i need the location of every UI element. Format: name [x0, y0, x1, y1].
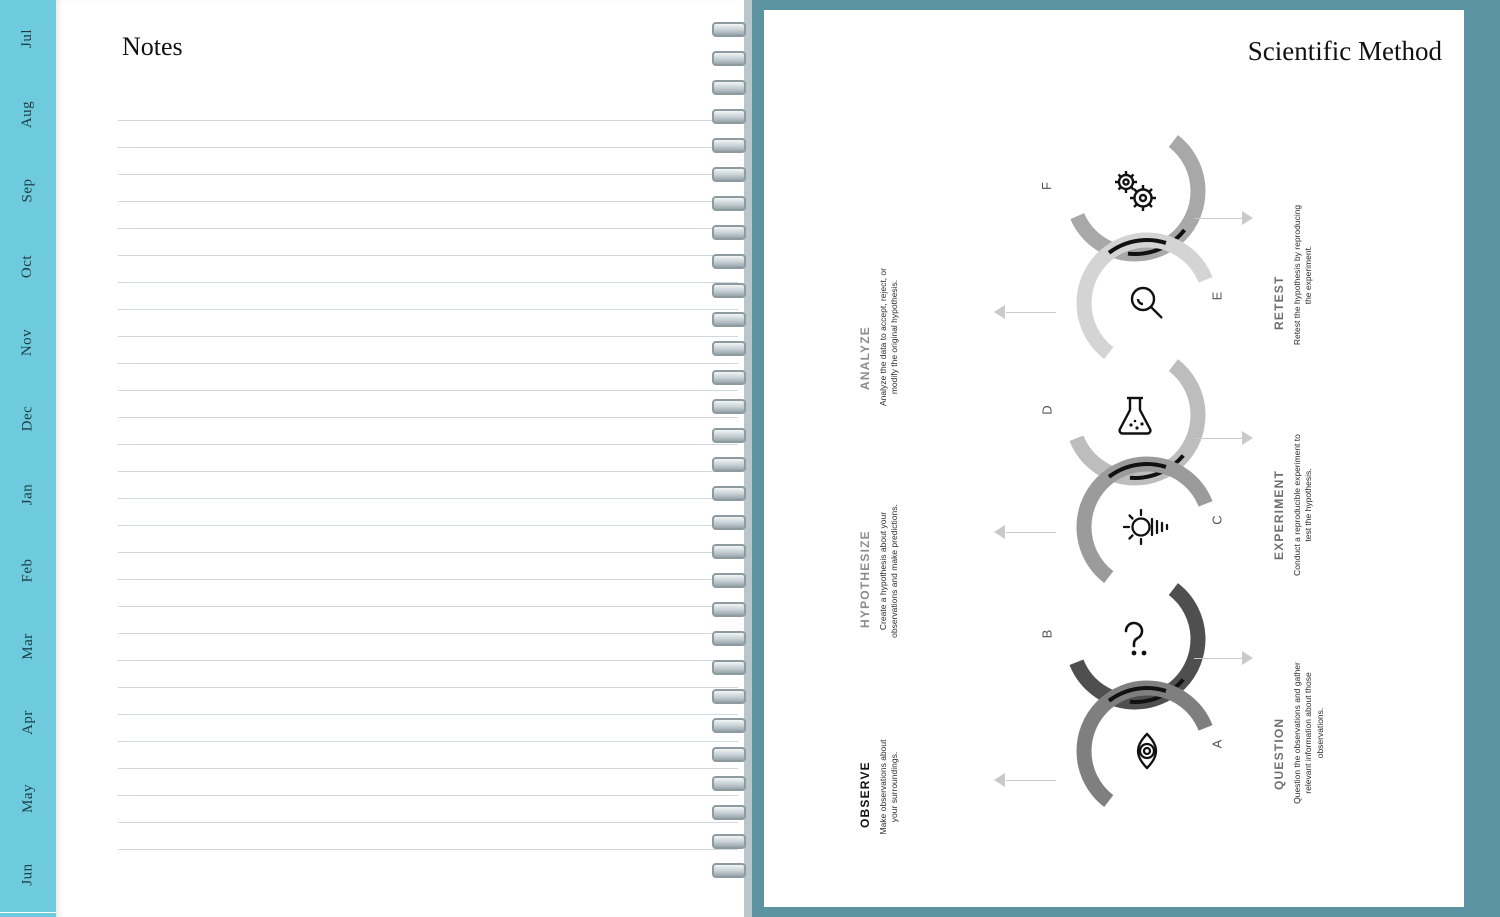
- spiral-coil-icon: [712, 312, 742, 324]
- rule-line: [118, 606, 738, 607]
- page-title: Scientific Method: [1247, 36, 1442, 66]
- step-B-letter: B: [1039, 628, 1055, 639]
- connector-line: [1006, 312, 1056, 313]
- month-tab-jul[interactable]: [0, 0, 56, 77]
- callout-label-analyze: ANALYZE: [858, 326, 872, 390]
- spiral-coil-icon: [712, 834, 742, 846]
- callout-body-observe: Make observations about your surroundings.: [878, 739, 900, 835]
- rule-line: [118, 228, 738, 229]
- callout-label-experiment: EXPERIMENT: [1272, 469, 1286, 560]
- spiral-coil-icon: [712, 776, 742, 788]
- spiral-coil-icon: [712, 805, 742, 817]
- spiral-coil-icon: [712, 573, 742, 585]
- spiral-coil-icon: [712, 109, 742, 121]
- month-tab-label: May: [19, 783, 36, 813]
- rule-line: [118, 849, 738, 850]
- spiral-coil-icon: [712, 167, 742, 179]
- callout-label-hypothesize: HYPOTHESIZE: [858, 530, 872, 628]
- month-tab-label: Apr: [19, 709, 36, 735]
- callout-label-retest: RETEST: [1272, 275, 1286, 330]
- month-tab-label: Aug: [19, 100, 36, 128]
- rule-line: [118, 255, 738, 256]
- rule-line: [118, 120, 738, 121]
- rule-line: [118, 174, 738, 175]
- spiral-coil-icon: [712, 660, 742, 672]
- rule-line: [118, 309, 738, 310]
- spiral-coil-icon: [712, 689, 742, 701]
- rule-line: [118, 390, 738, 391]
- rule-line: [118, 336, 738, 337]
- spiral-coil-icon: [712, 863, 742, 875]
- callout-body-experiment: Conduct a reproducible experiment to test the hypothesis.: [1292, 434, 1314, 576]
- rule-line: [118, 282, 738, 283]
- spiral-coil-icon: [712, 602, 742, 614]
- step-A-ring: [1076, 680, 1225, 822]
- arrow-right-icon: [1242, 651, 1253, 665]
- month-tab-label: Sep: [19, 178, 36, 202]
- step-D-letter: D: [1039, 404, 1055, 415]
- rule-line: [118, 741, 738, 742]
- right-page-border: [752, 0, 1500, 917]
- spiral-coil-icon: [712, 399, 742, 411]
- month-tab-feb[interactable]: [0, 532, 56, 609]
- spiral-coil-icon: [712, 544, 742, 556]
- month-tab-label: Nov: [19, 328, 36, 356]
- scientific-method-sheet: [764, 10, 1464, 907]
- process-chain: [1038, 120, 1225, 860]
- notes-title: Notes: [122, 32, 183, 61]
- notes-sheet: [56, 0, 750, 917]
- rule-line: [118, 498, 738, 499]
- month-tab-sep[interactable]: [0, 152, 56, 229]
- month-tab-label: Jul: [19, 28, 36, 48]
- rule-line: [118, 660, 738, 661]
- spiral-coil-icon: [712, 718, 742, 730]
- step-F-letter: F: [1038, 181, 1054, 190]
- connector-line: [1194, 438, 1244, 439]
- month-tab-dec[interactable]: [0, 380, 56, 457]
- month-tab-jan[interactable]: [0, 456, 56, 533]
- month-tab-jun[interactable]: [0, 836, 56, 913]
- arrow-right-icon: [1242, 431, 1253, 445]
- month-tab-label: Dec: [19, 405, 36, 431]
- spiral-coil-icon: [712, 341, 742, 353]
- eye-icon: [1076, 680, 1218, 822]
- rule-line: [118, 768, 738, 769]
- rule-line: [118, 714, 738, 715]
- month-tab-label: Jan: [19, 483, 36, 505]
- rule-line: [118, 579, 738, 580]
- month-tab-mar[interactable]: [0, 608, 56, 685]
- month-tab-oct[interactable]: [0, 228, 56, 305]
- month-tab-label: Jun: [19, 862, 36, 886]
- callout-label-observe: OBSERVE: [858, 761, 872, 828]
- spiral-coil-icon: [712, 254, 742, 266]
- month-tab-apr[interactable]: [0, 684, 56, 761]
- step-A-letter: A: [1209, 738, 1225, 749]
- connector-line: [1194, 218, 1244, 219]
- connector-line: [1006, 532, 1056, 533]
- month-tab-label: Mar: [19, 632, 36, 660]
- arrow-right-icon: [1242, 211, 1253, 225]
- month-tab-label: Oct: [19, 254, 36, 278]
- spiral-coil-icon: [712, 138, 742, 150]
- rule-line: [118, 822, 738, 823]
- callout-label-question: QUESTION: [1272, 717, 1286, 790]
- spiral-coil-icon: [712, 428, 742, 440]
- rule-line: [118, 417, 738, 418]
- arrow-left-icon: [994, 773, 1005, 787]
- step-C-letter: C: [1209, 514, 1225, 525]
- rule-line: [118, 363, 738, 364]
- callout-body-question: Question the observations and gather relevant information about those observations.: [1292, 662, 1325, 804]
- connector-line: [1006, 780, 1056, 781]
- rule-line: [118, 525, 738, 526]
- rule-line: [118, 795, 738, 796]
- callout-body-hypothesize: Create a hypothesis about your observations and make predictions.: [878, 504, 900, 638]
- spiral-coil-icon: [712, 51, 742, 63]
- spiral-coil-icon: [712, 283, 742, 295]
- spiral-coil-icon: [712, 457, 742, 469]
- scientific-method-infographic: [824, 120, 1424, 860]
- month-tab-nov[interactable]: [0, 304, 56, 381]
- spiral-coil-icon: [712, 486, 742, 498]
- spiral-coil-icon: [712, 747, 742, 759]
- rule-line: [118, 471, 738, 472]
- spiral-coil-icon: [712, 80, 742, 92]
- spiral-coil-icon: [712, 631, 742, 643]
- callout-body-retest: Retest the hypothesis by reproducing the experiment.: [1292, 204, 1314, 346]
- step-E-letter: E: [1209, 290, 1225, 301]
- month-tab-may[interactable]: [0, 760, 56, 837]
- spiral-coil-icon: [712, 22, 742, 34]
- spiral-coil-icon: [712, 196, 742, 208]
- arrow-left-icon: [994, 525, 1005, 539]
- connector-line: [1194, 658, 1244, 659]
- month-tab-label: Feb: [19, 558, 36, 582]
- month-tab-aug[interactable]: [0, 76, 56, 153]
- month-tab-strip: [0, 0, 56, 917]
- arrow-left-icon: [994, 305, 1005, 319]
- spiral-coil-icon: [712, 515, 742, 527]
- spiral-coil-icon: [712, 225, 742, 237]
- rule-line: [118, 444, 738, 445]
- rule-line: [118, 147, 738, 148]
- rule-line: [118, 633, 738, 634]
- callout-body-analyze: Analyze the data to accept, reject, or modify the original hypothesis.: [878, 268, 900, 406]
- rule-line: [118, 687, 738, 688]
- rule-line: [118, 201, 738, 202]
- rule-line: [118, 552, 738, 553]
- ruled-lines: [118, 120, 738, 880]
- spiral-coil-icon: [712, 370, 742, 382]
